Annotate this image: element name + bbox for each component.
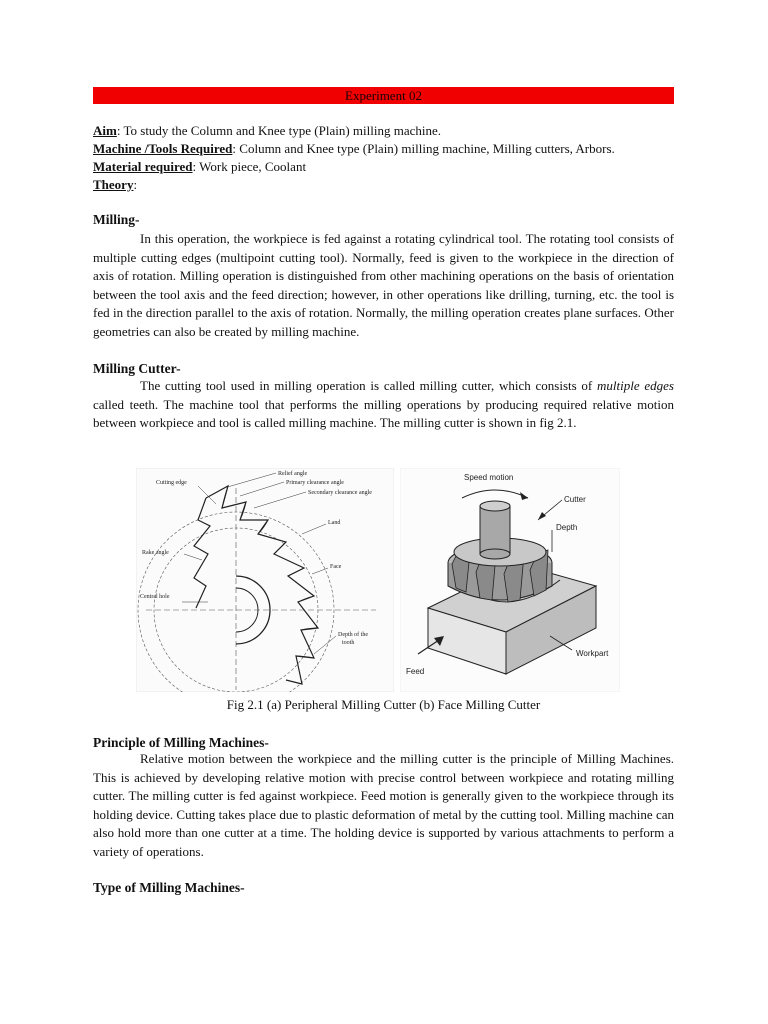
principle-paragraph: Relative motion between the workpiece and the milling cutter is the principle of Milling Machines. This is achieved by developing relative motion with precise control between workpiece and rotating milling cutter. The milling cutter is fed against workpiece. Feed motion is generally given to the workpiece through its holding device. Cutting takes place due to plastic deformation of metal by the cutting tool. Milling machine can also hold more than one cutter at a time. The holding device is supported by various attachments to perform a variety of operations.: [93, 751, 674, 859]
milling-cutter-heading: Milling Cutter-: [93, 361, 181, 376]
label-primary-clearance: Primary clearance angle: [286, 480, 344, 486]
milling-heading: Milling-: [93, 212, 140, 227]
label-rake-angle: Rake angle: [142, 550, 169, 556]
label-face: Face: [330, 564, 342, 570]
types-heading: Type of Milling Machines-: [93, 880, 245, 895]
cutter-text-2: called teeth. The machine tool that performs the milling operations by producing required relative motion between workpiece and tool is called milling machine. The milling cutter is shown in fig 2.1.: [93, 396, 674, 431]
cutter-text-1: The cutting tool used in milling operation is called milling cutter, which consists of: [140, 378, 598, 393]
label-speed-motion: Speed motion: [464, 473, 514, 482]
face-milling-cutter-figure: [400, 468, 620, 692]
aim-label: Aim: [93, 123, 117, 138]
label-secondary-clearance: Secondary clearance angle: [308, 490, 372, 496]
tools-line: [93, 140, 615, 158]
label-relief-angle: Relief angle: [278, 471, 308, 477]
experiment-title-bar: [93, 87, 674, 104]
label-depth-tooth-1: Depth of the: [338, 632, 368, 638]
label-feed: Feed: [406, 667, 425, 676]
milling-cutter-paragraph: [93, 377, 674, 433]
label-depth: Depth: [556, 523, 578, 532]
theory-text: :: [133, 177, 138, 192]
label-cutter: Cutter: [564, 495, 586, 504]
material-line: [93, 158, 306, 176]
aim-line: [93, 122, 441, 140]
label-workpart: Workpart: [576, 649, 609, 658]
tools-label: Machine /Tools Required: [93, 141, 233, 156]
theory-line: [93, 176, 137, 194]
cutter-italic: multiple edges: [597, 378, 674, 393]
material-text: : Work piece, Coolant: [192, 159, 307, 174]
peripheral-milling-cutter-figure: [136, 468, 394, 692]
tools-text: : Column and Knee type (Plain) milling machine, Milling cutters, Arbors.: [232, 141, 615, 156]
principle-heading: Principle of Milling Machines-: [93, 735, 269, 750]
label-depth-tooth-2: tooth: [342, 640, 355, 646]
theory-label: Theory: [93, 177, 134, 192]
milling-paragraph: In this operation, the workpiece is fed against a rotating cylindrical tool. The rotating tool consists of multiple cutting edges (multipoint cutting tool). Normally, feed is given to the workpiece in the direction of axis of rotation. Milling operation is distinguished from other machining operations on the basis of orientation between the tool axis and the feed direction; however, in other operations like drilling, turning, etc. the tool is fed in the direction parallel to the axis of rotation. Normally, the milling operation creates plane surfaces. Other geometries can also be created by milling machine.: [93, 231, 674, 339]
label-cutting-edge: Cutting edge: [156, 480, 187, 486]
material-label: Material required: [93, 159, 193, 174]
label-central-hole: Central hole: [140, 594, 170, 600]
label-land: Land: [328, 520, 341, 526]
experiment-title: Experiment 02: [345, 88, 422, 103]
figure-caption: Fig 2.1 (a) Peripheral Milling Cutter (b) Face Milling Cutter: [226, 697, 541, 712]
aim-text: : To study the Column and Knee type (Plain) milling machine.: [116, 123, 442, 138]
